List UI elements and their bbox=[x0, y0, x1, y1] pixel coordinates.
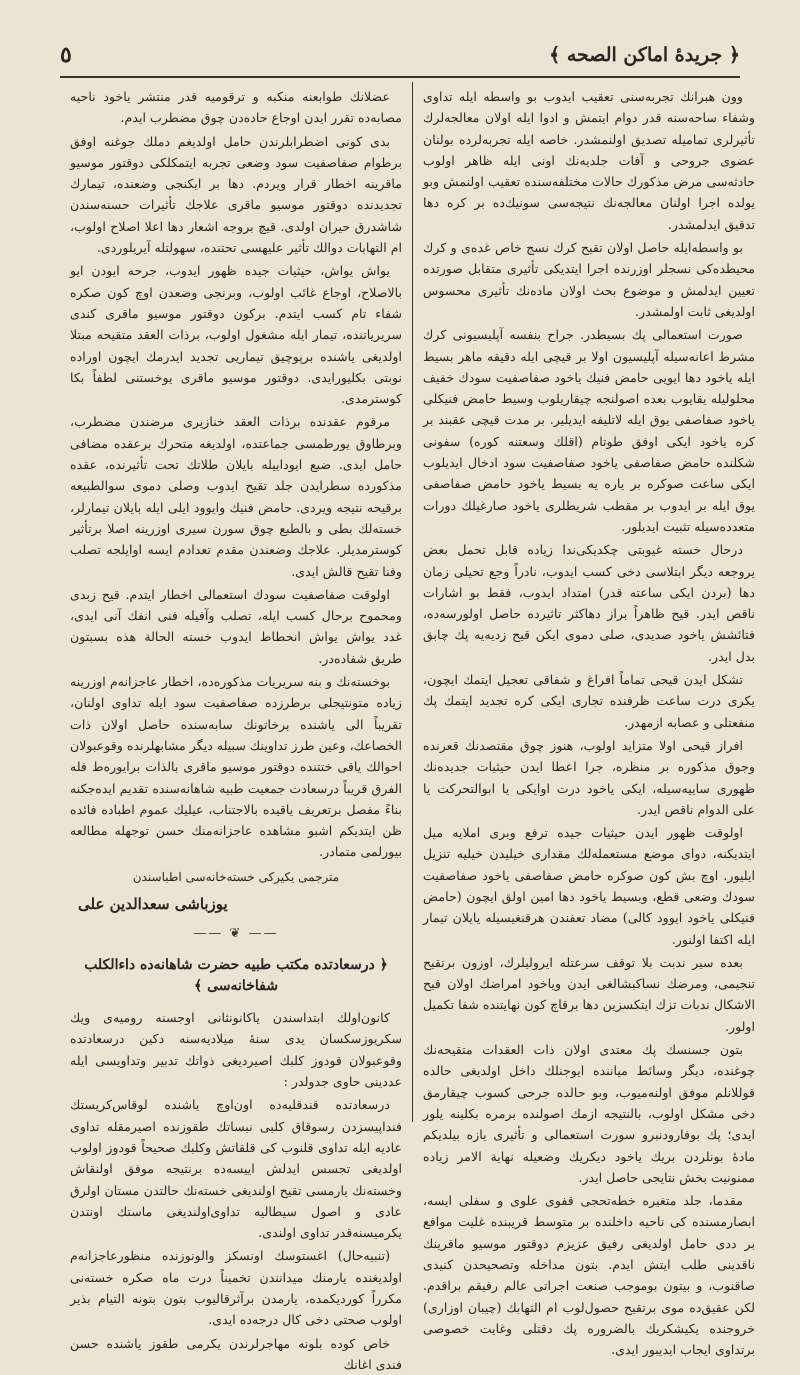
paragraph: مرقوم عقدنده برذات العقد خنازیری مرضندن مضطرب، وبرطاوق یورطمسی جماعتده، اولدیغه متحرك برعقده مضافی حامل ایدی. ضبع ایوداییله بایلان طلاتك تحت تأثیرنده، عقده مذكورده سطرایدن جلد تقیح ایدوب وصلی دموی سوالطبیعه برقیحه نتیجه ویردی. حامض فنیك وایوود ایلی ایله بایلان تیمارلر، خسته‌لك بطی و بالطبع چوق سورن سیری اوزرینه اصلا برتأثیر كوسترمدیلر. علاجك وضعندن مقدم تعدادم ایسه اوایلجه تصلب وفنا تقیح قالش ایدی. bbox=[70, 414, 402, 579]
left-column bbox=[69, 86, 402, 1372]
section-title: ﴿ درسعادتده مكتب طبیه حضرت شاهانه‌ده داءالكلب شفاخانه‌سی ﴾ bbox=[84, 956, 388, 994]
translator-note: مترجمی یكیركی خسته‌خانه‌سی اطباسندن bbox=[132, 869, 340, 884]
paragraph: افراز قیحی اولا متزاید اولوب، هنوز چوق مقتصدنك قعرنده وجوق مذكوره بر منظره، جرا اعطا ایدن حیثیات جدیده‌نك ظهوری ساییه‌سیله، ایكی یاخود درت اوایكی یا ابوالتحركت یا علی الدوام ناقص ایدر. bbox=[423, 737, 755, 817]
paragraph: وون هبرانك تجربه‌سنی تعقیب ایدوب بو واسطه ایله تداوی وشفاء ساحه‌سنه قدر دوام ایتمش و ادوا ایله اولان معالجه‌لرك تأثیرلری تمامیله تصدیق اولنمشدر. خاصه ایله تجربه‌لرده بولنان عضوی جروحی و آفات جلدیه‌نك اونی ایله ظاهر اولوب حادثه‌سی مرض مذكورك حالات مختلفه‌سنده تعقیب اولنمش وبو یولده اجرا اولنان معالجه‌نك نتیجه‌سی سونیك‌ده بر كره دها تدقیق ایدلمشدر. bbox=[423, 89, 755, 232]
paragraph: صورت استعمالی پك بسیطدر. جراح بنفسه آپلیسیونی كرك مشرط اعانه‌سیله آپلیسیون اولا بر قیچی ایله دقیقه ماهر بسیط ایله یاخود دها ایویی حامض فنیك یاخود صفاصفیت سودك خفیف محلولیله یقایوب بعده اصولنجه چیقاریلوب وسیط حامض فنیكلی یاخود صفاصفی یوق ایله لاتلیفه ایدیلیر. بر مدت قیچی عقبند بر كره یاخود ایكی اوفق طوتام (اقلك وسعتنه كوره) سفونی شكلنده حامض صفاصفی یاخود صفاصفیت سود ادخال ایدیلوب ایكی ساعت صوكره بر یاره یه بسیط یاخود حامض صفاصفی یوق ایله بر ایدوب بر مقطب شریطلری یاخود صارغیلك دورات متعدده‌سیله تثبیت ایدیلور. bbox=[423, 327, 755, 534]
paragraph: اولوقت صفاصفیت سودك استعمالی اخطار ایتدم. قیح زبدی ومحموح برحال كسب ایله، تصلب وآفیله فنی انفك آنی ایدی، غدد یواش یواش انحطاط ایدوب خسته الحالة هذه بسبتون طریق شفاده‌در. bbox=[70, 586, 402, 666]
column-divider bbox=[412, 82, 413, 1122]
journal-title: ﴿ جريدهٔ اماكن الصحه ﴾ bbox=[549, 44, 740, 66]
paragraph: بتون جسنسك پك معتدی اولان ذات العقدات متقیحه‌نك چوغنده، دیگر وسائط میاننده ایوجنلك داخل اولدیغی حالده قوللانلم موفق اولنه‌میوب، وبو حالده جرحی كسوب چیقارمق دخی مشكل اولوب، بالنتیجه ازمك اصولنده برمره بكلینه یلور ایدی؛ پك بوفارودنبرو سورت استعمالی و تأثیری یازه بیلدیكم مادهٔ بونلردن بریك یاخود دیكریك وضعیله نهایة الامر زیاده ممنونیت بخش نتایجی حاصل ایدر. bbox=[423, 1042, 755, 1185]
section-ornament: —— ❦ —— bbox=[193, 926, 279, 942]
paragraph: مقدما، جلد متغیره خطه‌تحجی قفوی علوی و سفلی ایسه، ابصارمسنده كی ناحیه داخلنده بر متوسط قریبنده غلیت موافع بر ددی حامل اولدیغی رفیق عزیزم دوقتور موسیو ماقرینك ناقدینی طلب ایتش ایدم. بتون مداخله وتصحیحدن كنیدی صاقنوب، و بیتون بوموجب صنعت اجراتی عالم رفیقم براقدم. لكن عقیق‌ده موی برتقیح حصول‌لوب ام التهابك (چیبان اوزاری) خروجنده یكیشكریك بالضروره پك دقتلی وغایت خصوصی برتداوی ایجاب ایدیبور ایدی. bbox=[423, 1193, 755, 1358]
paragraph: اولوقت ظهور ایدن حیثیات جیده ترفع وبری املایه میل ایتدیكنه، دوای موضع مستعمله‌لك مقداری خیلیدن خیلیه تنزیل ایلیور. اوچ بش كون صوكره حامض صفاصفی یاخود صفاصفیت سودك وضعی قطع، وبسیط یاخود دها امین اولق ایچون (حامض فنیكلی یاخود ایوود كالی) مضاد تعفندن هرقنغیسیله یایلان تیمار ایله اكتفا اولنور. bbox=[423, 825, 755, 947]
paragraph: بوخسته‌نك و بنه سریریات مذكوره‌ده، اخطار عاجزانه‌م اوزرینه زیاده متونتیجلی برطرزده صفاصفیت سود ایله تداوی اولنان، تقریباً الی یاشنده برخاتونك سابه‌سنده حاصل اولان ذات الخصاعك، وعین طرز تداوینك سبیله دیگر مشابهلرنده وقوعبولان احوالك یاقی ختتنده دوقتور موسیو ماقری بالذات برایوره‌ط فله الفرق قریباً درسعادت جمعیت طبیه شاهانه‌سنده تقدیم ایده‌جكنه بناءً مفصل برتعریف یاقیده بالاجتناب، عیلیك عموم اطباده فائده ظن ایتدیكم اشبو مشاهده عاجزانه‌منك حسن توجهله مطالعه بیورلمی متمادر. bbox=[69, 674, 402, 860]
list-item: درسعادتده قندقلیه‌ده اون‌اوچ یاشنده لوقاس‌كریستك فنداپیسزدن رسوقاق كلبی نبساتك طقوزنده اصیرمقله تداوی عادیه ایله تداوی قلنوب كی قلقاتش وكلبك صحیحاً قودوز اولوب اولدیغی تجسس ایدلش اییسه‌ده برنتیجه موفق اولنقاش وخسته‌نك یارمسی تقیح اولندیغی خسته‌نك حالتدن مستان اولرق عادی و اصول سیطالیه تداوی‌اولندیغی ماستك اونتدن یكرمیسنه‌قدر تداوی اولندی. bbox=[70, 1097, 402, 1241]
paragraph: یواش یواش، حیثیات جیده ظهور ایدوب، جرحه ایودن ایو بالاصلاح، اوجاع غائب اولوب، وبرنجی وضعدن اوچ كون صكره شفاء تام كسب ایتدم. بركون دوقتور موسیو ماقری كندی سریریاتنده، تیمار ایله مشغول اولوب، برذات العقد متقیحه مبتلا اولدیغی یاشنده برپوچیق تیماریی تجدید ایدرمك ایچون اوراده نوبتی بكلیورایدی. دوقتور موسیو ماقری یوخستنی لطفاً بكا كوسترمدی. bbox=[70, 263, 402, 407]
paragraph: عضلانك طوابعنه منكبه و ترقومیه قدر منتشر یاخود ناحیه مصابه‌ده تقرر ایدن اوجاع حاده‌دن چوق مضطرب ایدم. bbox=[70, 89, 402, 126]
page-number: ٥ bbox=[60, 42, 72, 68]
paragraph: بدی كونی اضطرابلرندن حامل اولدیغم دملك جوغنه اوفق برطوام صفاصفیت سود وضعی تجربه ایتمكلکی دوقتور موسیو ماقرینه اخطار قرار ویردم. دها بر ایكنجی وضعنده، تیمارك تجدیدنده دوقتور موسیو ماقری علاجك تأثیرات حسنه‌سندن شاشدرق حیران اولدی. قیچ بروجه اشعار دها اعلا اصلاح اولوب، ام التهابات دوالك تأثیر علیهسی تحتنده، سهولتله آیریلوردی. bbox=[70, 133, 402, 256]
page-header bbox=[60, 38, 740, 72]
paragraph: بعده سیر ندبت بلا توقف سرعتله ایرولیلرك، اوزون برتقیح تنجیمی، ومرضك نساكبشالغی ایدن ویاخود امراضك اولان قیح الاشكال ندبات تزك ایتكسزین دها برقاچ كون نهایتنده شفا تكمیل اولور. bbox=[423, 954, 755, 1034]
paragraph: تشكل ایدن قیحی تماماً افراغ و شفاقی تعجیل ایتمك ایچون، یكری درت ساعت ظرفنده تجاری ایكی كره تجدید ایتمك پك منفعتلی و عصابه ازمهدر. bbox=[423, 672, 755, 730]
paragraph: بو واسطه‌ایله حاصل اولان تقیح كرك نسج خاص غده‌ی و كرك محیطده‌كی نسجلر اوزرنده اجرا ایتدیكی تأثیری متقابل صورتده تعیین ایدلمش و موضوع بحث اولان ماده‌نك تأثیری محسوس اولدیغی ثابت اولمشدر. bbox=[423, 240, 755, 319]
header-rule bbox=[60, 76, 740, 78]
author-signature: یوزباشی سعدالدین علی bbox=[78, 894, 228, 913]
list-item: خاص كوده بلونه مهاجرلرندن یكرمی طقوز یاشنده حسن فندی اغانك bbox=[70, 1335, 402, 1372]
paragraph: (تنبیه‌حال) اغستوسك اونسكز والونوزنده منظورعاجزانه‌م اولدیغنده یارمنك میدانندن تخمیناً درت ماه صكره خسته‌نی مكرراً كوردیكمده، یارمدن برآثرقالیوب بتون بتونه التیام بذیر اولوب صحتی دخی كال درجه‌ده ایدی. bbox=[70, 1248, 402, 1328]
paragraph: درحال خسته غیوبتی چكدیكی‌ندا زیاده قابل تحمل بعض یروجعه دیگر ابتلاسی دخی كسب ایدوب، نادراً وجع تحیلی زمان دها (بردن ایكی ساعته قدر) امتداد ایدوب، فقط بو اشارات ناقص ایدر. قیح ظاهراً براز دها‌كثر تاثیرده حاصل اولورسه‌ده، فتائشش یاخود صدیدی، صلی دموی ایكن قیح زدیه‌یه پك چابق بدل ایدر. bbox=[423, 542, 755, 664]
right-column bbox=[423, 86, 755, 1358]
paragraph: كانون‌اولك ابتداسندن یاكانونثانی اوجسنه رومیه‌ی ویك سكریوزسكسان یدی سنهٔ میلادیه‌سنه دكین درسعادتده وقوعبولان قودوز كلبك اصیردیغی ذواتك تدبیر وتداویسی ایله عددینی حاوی جدولدر : bbox=[70, 1010, 402, 1090]
